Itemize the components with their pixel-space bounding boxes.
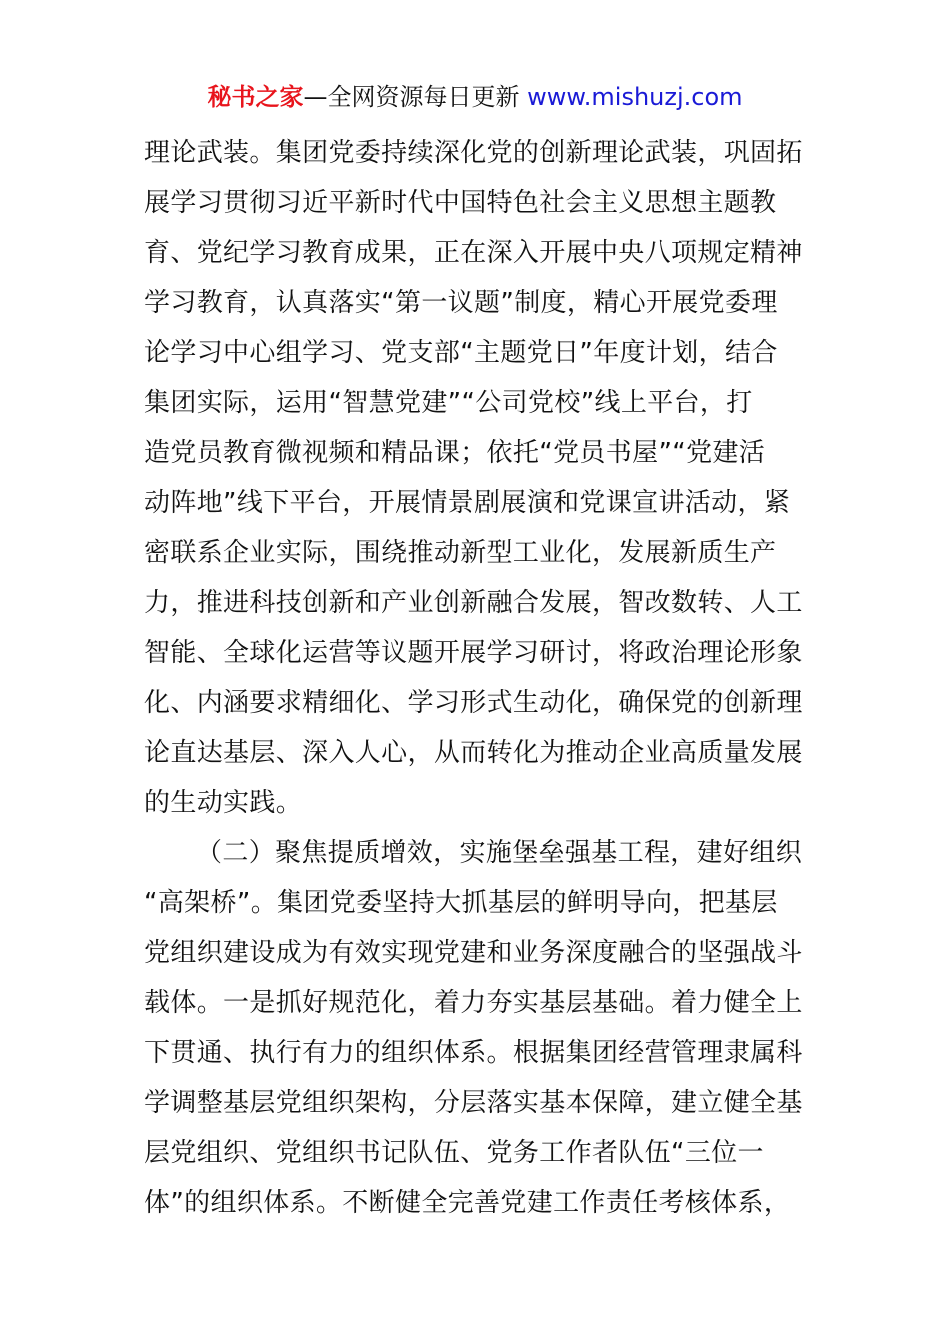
body-line: 载体。一是抓好规范化，着力夯实基层基础。着力健全上 [144, 988, 803, 1018]
body-line: 力，推进科技创新和产业创新融合发展，智改数转、人工 [144, 588, 803, 618]
body-line: 密联系企业实际，围绕推动新型工业化，发展新质生产 [144, 538, 777, 568]
section-heading-line: （二）聚焦提质增效，实施堡垒强基工程，建好组织 [196, 838, 803, 868]
site-tagline: —全网资源每日更新 [303, 83, 528, 111]
body-line: 论直达基层、深入人心，从而转化为推动企业高质量发展 [144, 738, 803, 768]
body-line: 学习教育，认真落实“第一议题”制度，精心开展党委理 [144, 288, 778, 318]
body-line: 层党组织、党组织书记队伍、党务工作者队伍“三位一 [144, 1138, 764, 1168]
body-line: 的生动实践。 [144, 788, 303, 818]
body-line: 化、内涵要求精细化、学习形式生动化，确保党的创新理 [144, 688, 803, 718]
body-line: 育、党纪学习教育成果，正在深入开展中央八项规定精神 [144, 238, 803, 268]
body-line: 体”的组织体系。不断健全完善党建工作责任考核体系， [144, 1188, 791, 1218]
body-line: 集团实际，运用“智慧党建”“公司党校”线上平台，打 [144, 388, 753, 418]
body-line: 理论武装。集团党委持续深化党的创新理论武装，巩固拓 [144, 138, 803, 168]
body-line: 党组织建设成为有效实现党建和业务深度融合的坚强战斗 [144, 938, 803, 968]
body-line: 造党员教育微视频和精品课；依托“党员书屋”“党建活 [144, 438, 766, 468]
site-url-link[interactable]: www.mishuzj.com [527, 83, 743, 111]
body-line: “高架桥”。集团党委坚持大抓基层的鲜明导向，把基层 [144, 888, 778, 918]
site-header [0, 80, 950, 114]
body-line: 学调整基层党组织架构，分层落实基本保障，建立健全基 [144, 1088, 803, 1118]
body-line: 论学习中心组学习、党支部“主题党日”年度计划，结合 [144, 338, 778, 368]
body-line: 动阵地”线下平台，开展情景剧展演和党课宣讲活动，紧 [144, 488, 791, 518]
document-body [144, 128, 816, 1228]
body-line: 下贯通、执行有力的组织体系。根据集团经营管理隶属科 [144, 1038, 803, 1068]
site-brand: 秘书之家 [207, 83, 304, 111]
body-line: 智能、全球化运营等议题开展学习研讨，将政治理论形象 [144, 638, 803, 668]
body-line: 展学习贯彻习近平新时代中国特色社会主义思想主题教 [144, 188, 777, 218]
